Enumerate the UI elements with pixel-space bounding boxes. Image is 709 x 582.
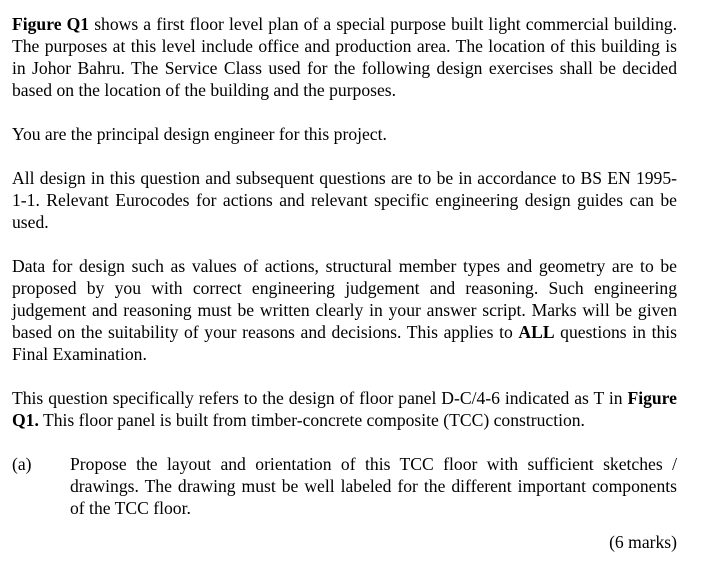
- paragraph-text: This question specifically refers to the design of floor panel D-C/4-6 indicated as T in: [12, 388, 628, 408]
- spacer: [12, 101, 677, 123]
- paragraph-text: questions in this Final Examination.: [12, 322, 677, 364]
- paragraph-figure-description: [12, 13, 677, 101]
- paragraph-text: This floor panel is built from timber-concrete composite (TCC) construction.: [38, 410, 585, 430]
- question-a: [12, 453, 677, 519]
- spacer: [12, 431, 677, 453]
- paragraph-panel-reference: [12, 387, 677, 431]
- paragraph-standards: All design in this question and subsequent questions are to be in accordance to BS EN 1995-1-1. Relevant Eurocodes for actions and relevant specific engineering design guides can be used.: [12, 168, 677, 232]
- question-label: (a): [12, 454, 32, 474]
- exam-question-page: [12, 13, 677, 553]
- paragraph-text: shows a first floor level plan of a special purpose built light commercial building. The purposes at this level include office and production area. The location of this building is in Johor Bahru. The Service Class used for the following design exercises shall be decided based on the location of the building and the purposes.: [12, 14, 677, 100]
- marks-allocation: (6 marks): [609, 532, 677, 552]
- emphasis-all: ALL: [518, 322, 555, 342]
- spacer: [12, 365, 677, 387]
- paragraph-role: You are the principal design engineer for this project.: [12, 124, 387, 144]
- spacer: [12, 145, 677, 167]
- paragraph-design-data: [12, 255, 677, 365]
- figure-reference: Figure Q1.: [12, 388, 677, 430]
- figure-reference: Figure Q1: [12, 14, 90, 34]
- spacer: [12, 233, 677, 255]
- question-text: Propose the layout and orientation of this TCC floor with sufficient sketches / drawings. The drawing must be well labeled for the different important components of the TCC floor.: [70, 454, 677, 518]
- paragraph-text: Data for design such as values of actions, structural member types and geometry are to be proposed by you with correct engineering judgement and reasoning. Such engineering judgement and reasoning must be written clearly in your answer script. Marks will be given based on the suitability of your reasons and decisions. This applies to: [12, 256, 677, 342]
